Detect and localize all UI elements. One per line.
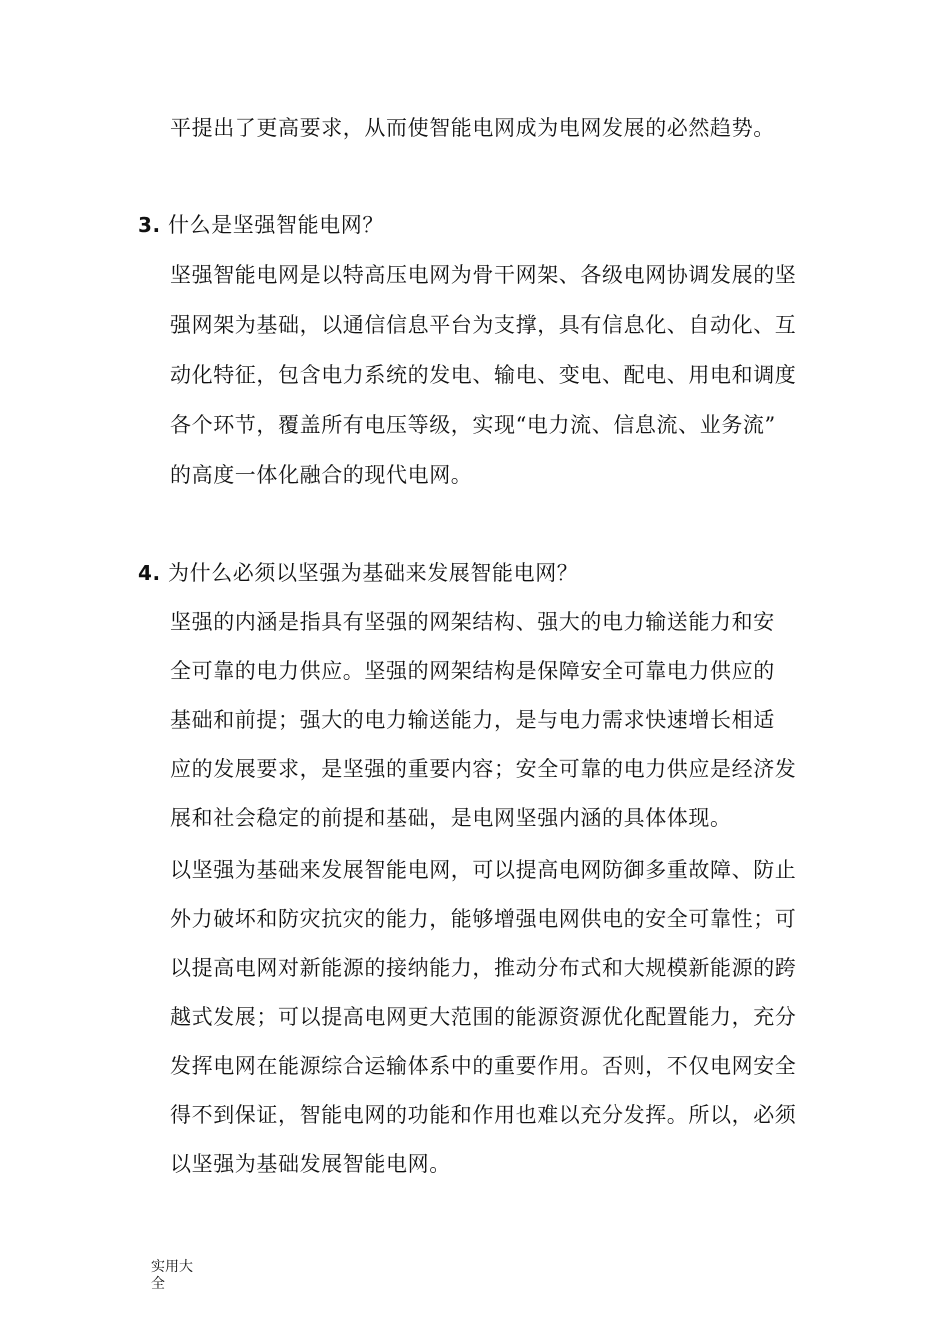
paragraph-line: 应的发展要求，是坚强的重要内容；安全可靠的电力供应是经济发: [170, 757, 797, 781]
intro-line: 平提出了更高要求，从而使智能电网成为电网发展的必然趋势。: [170, 116, 775, 140]
page-footer: 实用大全: [151, 1259, 193, 1292]
paragraph-line: 坚强智能电网是以特高压电网为骨干网架、各级电网协调发展的坚: [170, 263, 797, 287]
paragraph-line: 各个环节，覆盖所有电压等级，实现“电力流、信息流、业务流”: [170, 413, 776, 437]
section-3-number: 3.: [138, 213, 161, 237]
paragraph-line: 发挥电网在能源综合运输体系中的重要作用。否则，不仅电网安全: [170, 1054, 797, 1078]
section-4-number: 4.: [138, 561, 161, 585]
paragraph-line: 全可靠的电力供应。坚强的网架结构是保障安全可靠电力供应的: [170, 659, 775, 683]
paragraph-line: 的高度一体化融合的现代电网。: [170, 463, 473, 487]
paragraph-line: 以提高电网对新能源的接纳能力，推动分布式和大规模新能源的跨: [170, 956, 797, 980]
paragraph-line: 展和社会稳定的前提和基础，是电网坚强内涵的具体体现。: [170, 806, 732, 830]
paragraph-line: 越式发展；可以提高电网更大范围的能源资源优化配置能力，充分: [170, 1005, 797, 1029]
section-4-heading: [138, 559, 578, 587]
section-3-heading: [138, 211, 384, 239]
paragraph-line: 强网架为基础，以通信信息平台为支撑，具有信息化、自动化、互: [170, 313, 797, 337]
paragraph-line: 得不到保证，智能电网的功能和作用也难以充分发挥。所以，必须: [170, 1103, 797, 1127]
paragraph-line: 外力破坏和防灾抗灾的能力，能够增强电网供电的安全可靠性；可: [170, 907, 797, 931]
paragraph-line: 基础和前提；强大的电力输送能力，是与电力需求快速增长相适: [170, 708, 775, 732]
section-3-title: 什么是坚强智能电网？: [168, 213, 384, 237]
section-4-title: 为什么必须以坚强为基础来发展智能电网？: [168, 561, 579, 585]
paragraph-line: 动化特征，包含电力系统的发电、输电、变电、配电、用电和调度: [170, 363, 797, 387]
paragraph-line: 坚强的内涵是指具有坚强的网架结构、强大的电力输送能力和安: [170, 610, 775, 634]
paragraph-line: 以坚强为基础发展智能电网。: [170, 1152, 451, 1176]
paragraph-line: 以坚强为基础来发展智能电网，可以提高电网防御多重故障、防止: [170, 858, 797, 882]
